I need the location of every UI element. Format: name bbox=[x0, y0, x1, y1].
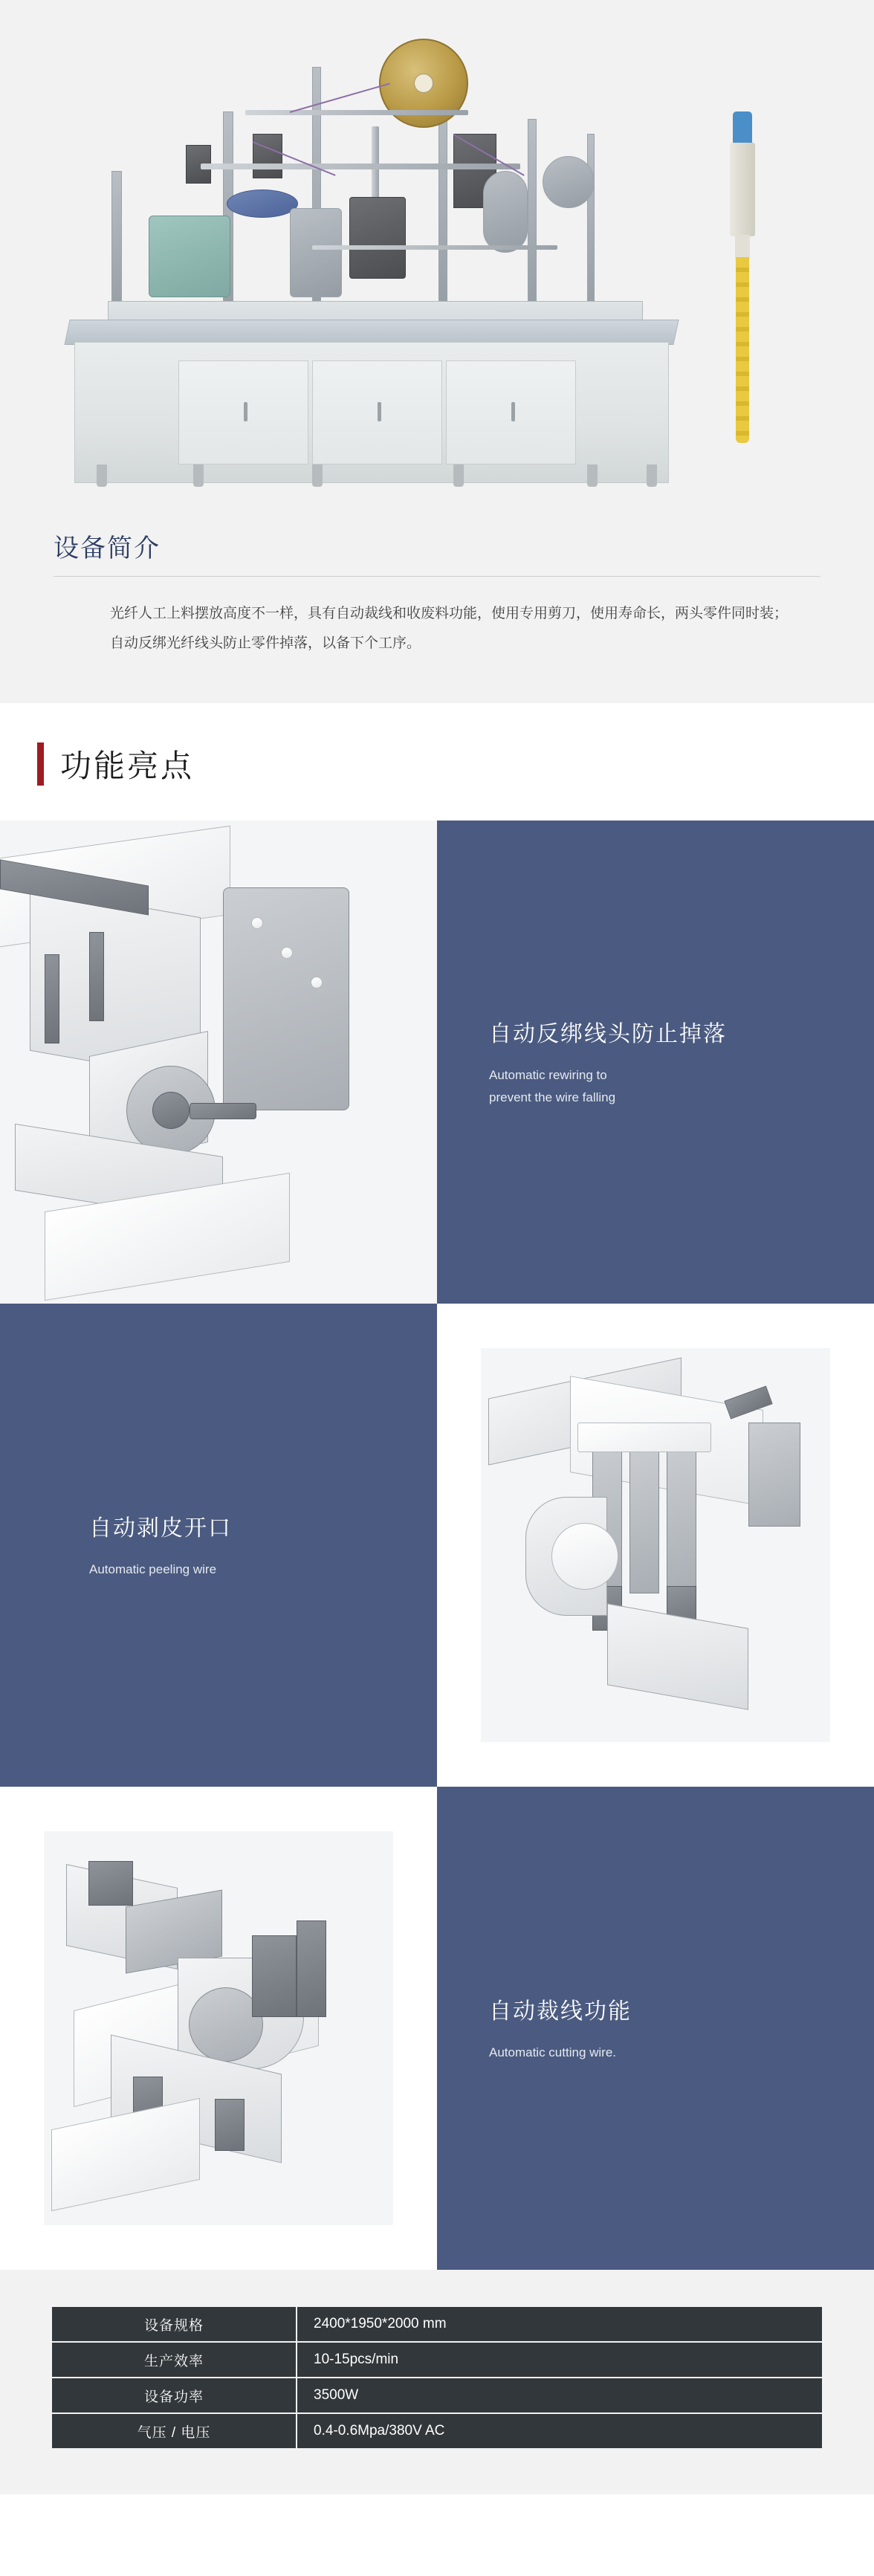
highlights-heading: 功能亮点 bbox=[60, 748, 195, 783]
feature-image-2-inner bbox=[481, 1348, 830, 1742]
hero-section bbox=[0, 0, 874, 520]
table-row bbox=[51, 2342, 823, 2378]
feature-text-1 bbox=[437, 821, 874, 1304]
intro-divider bbox=[54, 576, 820, 577]
feature-subtitle-2: Automatic peeling wire bbox=[89, 1562, 217, 1576]
feature-subtitle-3: Automatic cutting wire. bbox=[489, 2045, 617, 2059]
hero-image bbox=[0, 0, 874, 520]
feature-text-3 bbox=[437, 1787, 874, 2270]
table-row bbox=[51, 2413, 823, 2449]
spec-key: 生产效率 bbox=[51, 2342, 297, 2378]
spec-key: 气压 / 电压 bbox=[51, 2413, 297, 2449]
feature-title-2: 自动剥皮开口 bbox=[89, 1516, 232, 1541]
machine-illustration bbox=[67, 22, 684, 498]
spec-value: 0.4-0.6Mpa/380V AC bbox=[297, 2413, 823, 2449]
spec-value: 10-15pcs/min bbox=[297, 2342, 823, 2378]
feature-title-3: 自动裁线功能 bbox=[489, 1999, 632, 2024]
feature-text-2 bbox=[0, 1304, 437, 1787]
feature-subtitle-1-line1: Automatic rewiring to bbox=[489, 1068, 607, 1082]
product-illustration bbox=[713, 111, 773, 453]
feature-title-1: 自动反绑线头防止掉落 bbox=[489, 1022, 727, 1046]
feature-row-3 bbox=[0, 1787, 874, 2270]
table-row bbox=[51, 2378, 823, 2413]
feature-subtitle-1 bbox=[489, 1064, 822, 1109]
spec-key: 设备功率 bbox=[51, 2378, 297, 2413]
feature-row-2 bbox=[0, 1304, 874, 1787]
highlights-heading-bar bbox=[0, 703, 874, 821]
feature-image-3-inner bbox=[44, 1831, 393, 2225]
feature-image-3 bbox=[0, 1787, 437, 2270]
heading-accent-bar bbox=[37, 742, 44, 786]
spec-value: 2400*1950*2000 mm bbox=[297, 2306, 823, 2342]
spec-table bbox=[51, 2305, 823, 2450]
intro-title: 设备简介 bbox=[54, 534, 161, 563]
feature-image-2 bbox=[437, 1304, 874, 1787]
feature-image-1 bbox=[0, 821, 437, 1304]
feature-subtitle-1-line2: prevent the wire falling bbox=[489, 1090, 616, 1104]
intro-paragraph-2: 自动反绑光纤线头防止零件掉落，以备下个工序。 bbox=[110, 635, 421, 651]
intro-section bbox=[0, 520, 874, 703]
spec-section bbox=[0, 2270, 874, 2494]
feature-row-1 bbox=[0, 821, 874, 1304]
intro-body bbox=[0, 599, 874, 658]
spec-value: 3500W bbox=[297, 2378, 823, 2413]
table-row bbox=[51, 2306, 823, 2342]
intro-paragraph-1: 光纤人工上料摆放高度不一样，具有自动裁线和收废料功能，使用专用剪刀，使用寿命长，两头零件同时装； bbox=[110, 606, 789, 621]
spec-key: 设备规格 bbox=[51, 2306, 297, 2342]
